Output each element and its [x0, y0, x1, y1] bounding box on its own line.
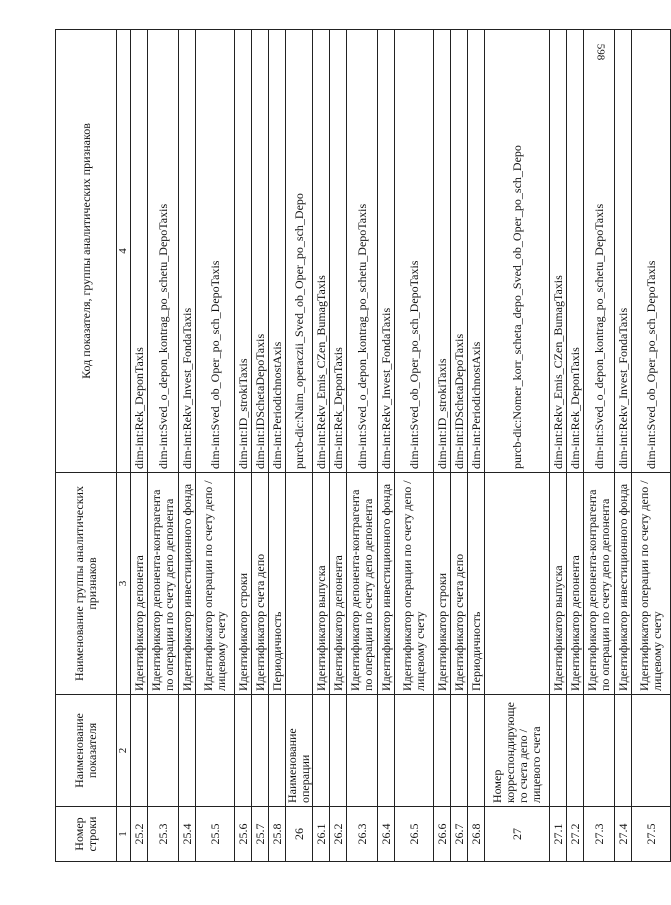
page-number: 598: [594, 43, 607, 61]
group-name: Периодичность: [269, 473, 286, 695]
table-row: [179, 30, 196, 862]
table-row: [252, 30, 269, 862]
table-row: [434, 30, 451, 862]
table-row: [148, 30, 179, 862]
indicator-name: [468, 695, 485, 807]
indicator-name: [235, 695, 252, 807]
group-name: [485, 473, 550, 695]
row-number: 26.1: [313, 807, 330, 862]
indicator-name: [615, 695, 632, 807]
indicator-name: [434, 695, 451, 807]
indicator-name: [330, 695, 347, 807]
group-name: Идентификатор счета депо: [451, 473, 468, 695]
row-number: 25.6: [235, 807, 252, 862]
row-number: 25.3: [148, 807, 179, 862]
group-name: Идентификатор депонента: [567, 473, 584, 695]
indicator-code: dim-int:ID_strokiTaxis: [434, 30, 451, 473]
table-row: [269, 30, 286, 862]
table-row: [567, 30, 584, 862]
group-name: Идентификатор выпуска: [313, 473, 330, 695]
indicator-name: [131, 695, 148, 807]
table-row: [615, 30, 632, 862]
header-group-name: Наименование группы аналитических признаков: [56, 473, 117, 695]
column-index: 4: [117, 30, 131, 473]
indicator-name: [395, 695, 434, 807]
group-name: Идентификатор операции по счету депо / лицевому счету: [395, 473, 434, 695]
table-row: [378, 30, 395, 862]
indicator-code: dim-int:Sved_o_depon_kontrag_po_schetu_DepoTaxis: [148, 30, 179, 473]
column-index: 3: [117, 473, 131, 695]
group-name: Идентификатор счета депо: [252, 473, 269, 695]
indicator-code: dim-int:Rek_DeponTaxis: [567, 30, 584, 473]
indicator-code: dim-int:Rekv_Invest_FondaTaxis: [615, 30, 632, 473]
indicator-code: dim-int:Sved_ob_Oper_po_sch_DepoTaxis: [395, 30, 434, 473]
row-number: 26.4: [378, 807, 395, 862]
group-name: Периодичность: [468, 473, 485, 695]
indicator-name: [378, 695, 395, 807]
indicator-code: dim-int:Rekv_Emis_CZen_BumagTaxis: [550, 30, 567, 473]
group-name: Идентификатор строки: [235, 473, 252, 695]
indicator-code: dim-int:IDSchetaDepoTaxis: [252, 30, 269, 473]
column-index-row: [117, 30, 131, 862]
row-number: 26.5: [395, 807, 434, 862]
row-number: 26.3: [347, 807, 378, 862]
group-name: Идентификатор депонента-контрагента по операции по счету депо депонента: [148, 473, 179, 695]
row-number: 25.8: [269, 807, 286, 862]
indicator-name: Номер корреспондирующего счета депо / лицевого счета: [485, 695, 550, 807]
indicator-code: dim-int:Rek_DeponTaxis: [131, 30, 148, 473]
group-name: [286, 473, 313, 695]
group-name: Идентификатор депонента: [330, 473, 347, 695]
indicator-name: [252, 695, 269, 807]
table-row: [451, 30, 468, 862]
indicator-code: dim-int:PeriodichnostAxis: [468, 30, 485, 473]
table-row: [468, 30, 485, 862]
row-number: 25.7: [252, 807, 269, 862]
group-name: Идентификатор операции по счету депо / лицевому счету: [632, 473, 671, 695]
indicator-code: dim-int:Rek_DeponTaxis: [330, 30, 347, 473]
column-index: 2: [117, 695, 131, 807]
indicator-code: dim-int:PeriodichnostAxis: [269, 30, 286, 473]
indicator-name: [196, 695, 235, 807]
row-number: 27.5: [632, 807, 671, 862]
indicator-code: dim-int:Sved_ob_Oper_po_sch_DepoTaxis: [196, 30, 235, 473]
header-row-number: Номер строки: [56, 807, 117, 862]
row-number: 27.3: [584, 807, 615, 862]
indicator-table: [55, 29, 671, 862]
indicator-code: purcb-dic:Naim_operaczii_Sved_ob_Oper_po_sch_Depo: [286, 30, 313, 473]
row-number: 26: [286, 807, 313, 862]
header-indicator-name: Наименование показателя: [56, 695, 117, 807]
indicator-code: purcb-dic:Nomer_korr_scheta_depo_Sved_ob_Oper_po_sch_Depo: [485, 30, 550, 473]
column-index: 1: [117, 807, 131, 862]
indicator-name: Наименование операции: [286, 695, 313, 807]
indicator-name: [347, 695, 378, 807]
indicator-code: dim-int:Sved_o_depon_kontrag_po_schetu_DepoTaxis: [347, 30, 378, 473]
group-name: Идентификатор депонента: [131, 473, 148, 695]
row-number: 25.5: [196, 807, 235, 862]
table-row: [286, 30, 313, 862]
indicator-name: [567, 695, 584, 807]
row-number: 25.2: [131, 807, 148, 862]
table-row: [395, 30, 434, 862]
indicator-code: dim-int:Rekv_Emis_CZen_BumagTaxis: [313, 30, 330, 473]
indicator-name: [584, 695, 615, 807]
table-row: [196, 30, 235, 862]
group-name: Идентификатор операции по счету депо / лицевому счету: [196, 473, 235, 695]
row-number: 26.7: [451, 807, 468, 862]
table-row: [330, 30, 347, 862]
table-row: [632, 30, 671, 862]
indicator-name: [269, 695, 286, 807]
row-number: 25.4: [179, 807, 196, 862]
group-name: Идентификатор строки: [434, 473, 451, 695]
row-number: 27.2: [567, 807, 584, 862]
row-number: 26.8: [468, 807, 485, 862]
table-header-row: [56, 30, 117, 862]
row-number: 27.4: [615, 807, 632, 862]
group-name: Идентификатор депонента-контрагента по операции по счету депо депонента: [347, 473, 378, 695]
row-number: 26.2: [330, 807, 347, 862]
indicator-name: [451, 695, 468, 807]
row-number: 27.1: [550, 807, 567, 862]
row-number: 27: [485, 807, 550, 862]
indicator-code: dim-int:Sved_ob_Oper_po_sch_DepoTaxis: [632, 30, 671, 473]
group-name: Идентификатор инвестиционного фонда: [378, 473, 395, 695]
group-name: Идентификатор выпуска: [550, 473, 567, 695]
indicator-code: dim-int:IDSchetaDepoTaxis: [451, 30, 468, 473]
table-row: [550, 30, 567, 862]
indicator-code: dim-int:ID_strokiTaxis: [235, 30, 252, 473]
group-name: Идентификатор депонента-контрагента по операции по счету депо депонента: [584, 473, 615, 695]
group-name: Идентификатор инвестиционного фонда: [179, 473, 196, 695]
header-code: Код показателя, группы аналитических признаков: [56, 30, 117, 473]
indicator-code: dim-int:Rekv_Invest_FondaTaxis: [179, 30, 196, 473]
indicator-name: [313, 695, 330, 807]
table-row: [131, 30, 148, 862]
table-row: [347, 30, 378, 862]
table-row: [485, 30, 550, 862]
indicator-name: [179, 695, 196, 807]
row-number: 26.6: [434, 807, 451, 862]
indicator-name: [148, 695, 179, 807]
indicator-name: [550, 695, 567, 807]
indicator-code: dim-int:Sved_o_depon_kontrag_po_schetu_DepoTaxis: [584, 30, 615, 473]
table-body: [131, 30, 671, 862]
table-row: [584, 30, 615, 862]
indicator-name: [632, 695, 671, 807]
group-name: Идентификатор инвестиционного фонда: [615, 473, 632, 695]
indicator-code: dim-int:Rekv_Invest_FondaTaxis: [378, 30, 395, 473]
table-row: [235, 30, 252, 862]
table-row: [313, 30, 330, 862]
